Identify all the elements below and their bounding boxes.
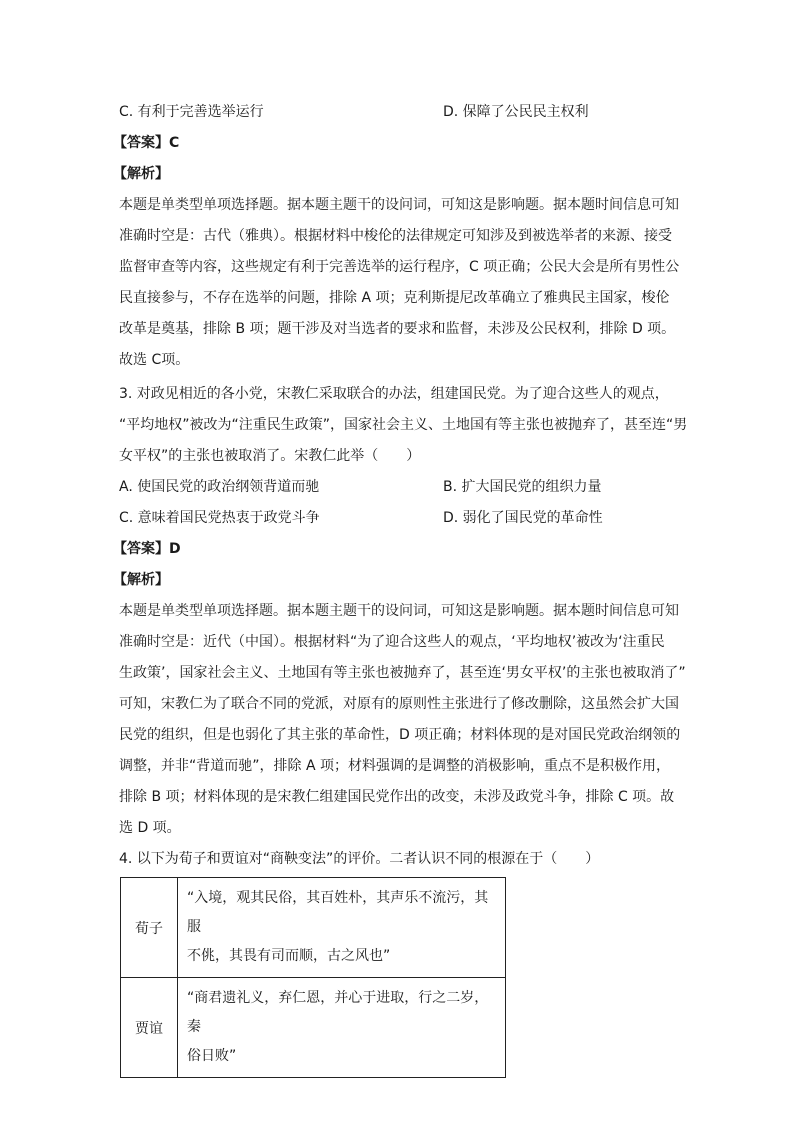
q3-analysis-line: 排除 B 项；材料体现的是宋教仁组建国民党作出的改变，未涉及政党斗争，排除 C 项。故 <box>119 789 675 805</box>
q3-stem-line: 3. 对政见相近的各小党，宋教仁采取联合的办法，组建国民党。为了迎合这些人的观点， <box>119 386 669 402</box>
q2-option-c: C. 有利于完善选举运行 <box>119 104 264 120</box>
table-cell-name: 贾谊 <box>121 978 178 1078</box>
q3-analysis-line: 准确时空是：近代（中国）。根据材料“为了迎合这些人的观点，‘平均地权’被改为‘注重民 <box>119 634 665 650</box>
q2-analysis-line: 监督审查等内容，这些规定有利于完善选举的运行程序，C 项正确；公民大会是所有男性公 <box>119 259 680 275</box>
q2-answer: 【答案】C <box>113 135 180 151</box>
q3-analysis-line: 生政策’，国家社会主义、土地国有等主张也被抛弃了，甚至连‘男女平权’的主张也被取消了” <box>119 665 686 681</box>
table-cell-quote <box>178 978 506 1078</box>
quote-line: 不佻，其畏有司而顺，古之风也” <box>187 948 391 964</box>
q2-analysis-line: 故选 C项。 <box>119 352 190 368</box>
q2-analysis-line: 改革是奠基，排除 B 项；题干涉及对当选者的要求和监督，未涉及公民权利，排除 D 项。 <box>119 321 676 337</box>
q3-option-c: C. 意味着国民党热衷于政党斗争 <box>119 510 320 526</box>
quote-line: “商君遗礼义，弃仁恩，并心于进取，行之二岁，秦 <box>187 990 489 1035</box>
q3-option-a: A. 使国民党的政治纲领背道而驰 <box>119 479 320 495</box>
q3-option-b: B. 扩大国民党的组织力量 <box>443 479 602 495</box>
q3-analysis-line: 本题是单类型单项选择题。据本题主题干的设问词，可知这是影响题。据本题时间信息可知 <box>119 603 679 619</box>
q2-option-d: D. 保障了公民民主权利 <box>443 104 589 120</box>
q4-stem: 4. 以下为荀子和贾谊对“商鞅变法”的评价。二者认识不同的根源在于（ ） <box>119 851 600 867</box>
q3-answer: 【答案】D <box>113 541 181 557</box>
table-cell-name: 荀子 <box>121 878 178 978</box>
q3-option-d: D. 弱化了国民党的革命性 <box>443 510 603 526</box>
quote-line: 俗日败” <box>187 1048 237 1064</box>
q3-analysis-line: 可知，宋教仁为了联合不同的党派，对原有的原则性主张进行了修改删除，这虽然会扩大国 <box>119 696 679 712</box>
q2-analysis-label: 【解析】 <box>113 166 169 182</box>
q2-analysis-line: 本题是单类型单项选择题。据本题主题干的设问词，可知这是影响题。据本题时间信息可知 <box>119 197 679 213</box>
q3-analysis-label: 【解析】 <box>113 572 169 588</box>
q2-analysis-line: 准确时空是：古代（雅典）。根据材料中梭伦的法律规定可知涉及到被选举者的来源、接受 <box>119 228 672 244</box>
table-row <box>121 878 506 978</box>
q3-stem-line: “平均地权”被改为“注重民生政策”，国家社会主义、土地国有等主张也被抛弃了，甚至连“男 <box>119 417 688 433</box>
q3-analysis-line: 选 D 项。 <box>119 820 181 836</box>
quote-line: “入境，观其民俗，其百姓朴，其声乐不流污，其服 <box>187 890 489 935</box>
table-row <box>121 978 506 1078</box>
q2-analysis-line: 民直接参与，不存在选举的问题，排除 A 项；克利斯提尼改革确立了雅典民主国家，梭伦 <box>119 290 670 306</box>
table-cell-quote <box>178 878 506 978</box>
q3-stem-line: 女平权”的主张也被取消了。宋教仁此举（ ） <box>119 448 421 464</box>
q4-comparison-table <box>120 877 506 1078</box>
q3-analysis-line: 民党的组织，但是也弱化了其主张的革命性，D 项正确；材料体现的是对国民党政治纲领的 <box>119 727 681 743</box>
q3-analysis-line: 调整，并非“背道而驰”，排除 A 项；材料强调的是调整的消极影响，重点不是积极作用， <box>119 758 670 774</box>
